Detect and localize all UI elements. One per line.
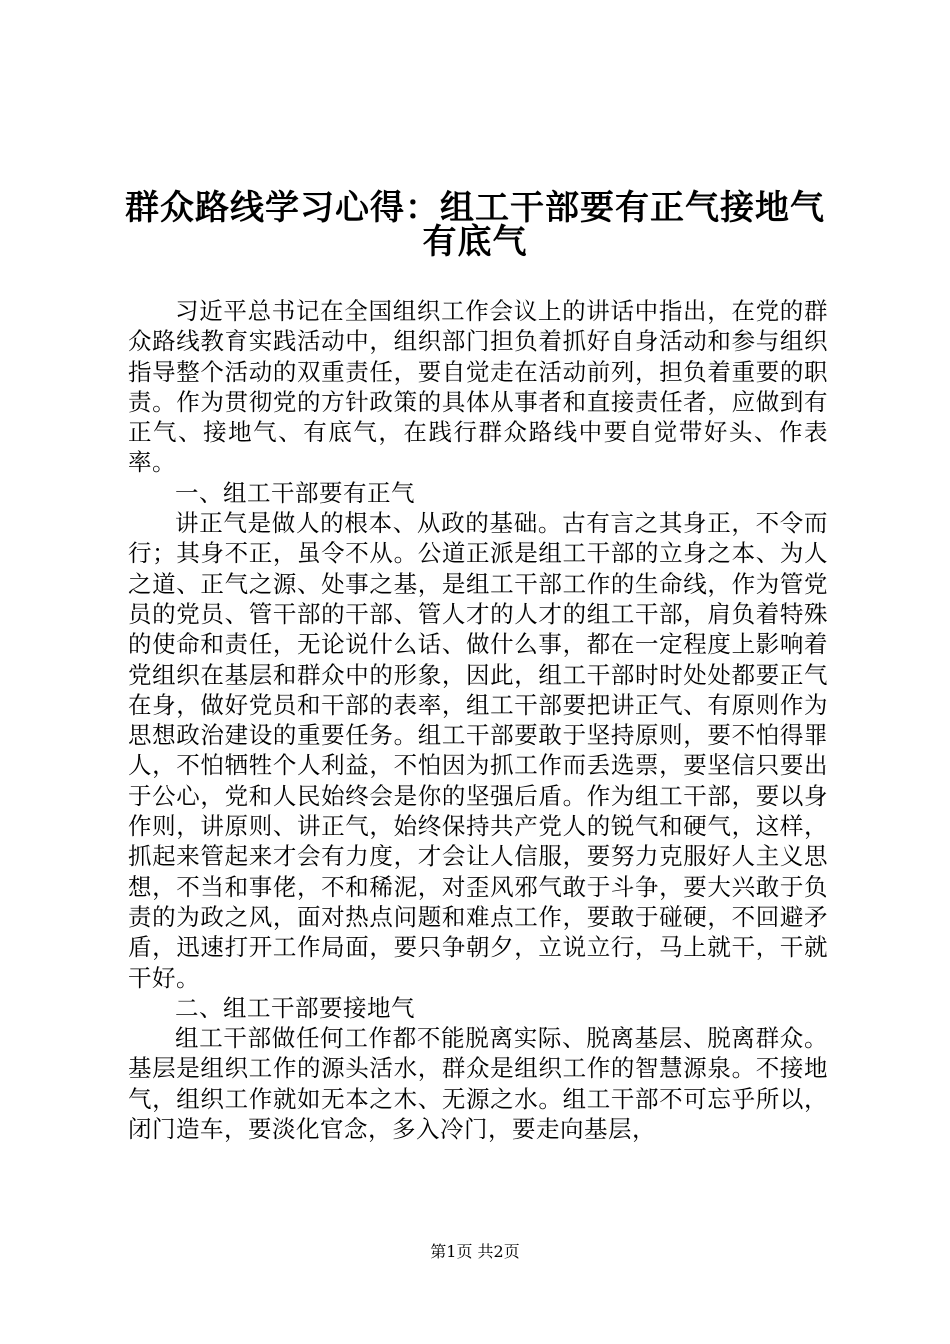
section-heading-2: 二、组工干部要接地气 (175, 993, 415, 1022)
paragraph-section-2: 组工干部做任何工作都不能脱离实际、脱离基层、脱离群众。基层是组织工作的源头活水，群众是组织工作的智慧源泉。不接地气，组织工作就如无本之木、无源之水。组工干部不可忘乎所以，闭门造车，要淡化官念，多入冷门，要走向基层， (128, 1024, 828, 1144)
page-footer: 第1页 共2页 (430, 1242, 520, 1261)
section-heading-1: 一、组工干部要有正气 (175, 478, 415, 507)
document-body (128, 296, 828, 1144)
paragraph-section-1: 讲正气是做人的根本、从政的基础。古有言之其身正，不令而行；其身不正，虽令不从。公道正派是组工干部的立身之本、为人之道、正气之源、处事之基，是组工干部工作的生命线，作为管党员的党员、管干部的干部、管人才的人才的组工干部，肩负着特殊的使命和责任，无论说什么话、做什么事，都在一定程度上影响着党组织在基层和群众中的形象，因此，组工干部时时处处都要正气在身，做好党员和干部的表率，组工干部要把讲正气、有原则作为思想政治建设的重要任务。组工干部要敢于坚持原则，要不怕得罪人，不怕牺牲个人利益，不怕因为抓工作而丢选票，要坚信只要出于公心，党和人民始终会是你的坚强后盾。作为组工干部，要以身作则，讲原则、讲正气，始终保持共产党人的锐气和硬气，这样，抓起来管起来才会有力度，才会让人信服，要努力克服好人主义思想，不当和事佬，不和稀泥，对歪风邪气敢于斗争，要大兴敢于负责的为政之风，面对热点问题和难点工作，要敢于碰硬，不回避矛盾，迅速打开工作局面，要只争朝夕，立说立行，马上就干，干就干好。 (128, 509, 828, 992)
document-title-line-1: 群众路线学习心得：组工干部要有正气接地气 (125, 188, 825, 228)
paragraph-intro: 习近平总书记在全国组织工作会议上的讲话中指出，在党的群众路线教育实践活动中，组织部门担负着抓好自身活动和参与组织指导整个活动的双重责任，要自觉走在活动前列，担负着重要的职责。作为贯彻党的方针政策的具体从事者和直接责任者，应做到有正气、接地气、有底气，在践行群众路线中要自觉带好头、作表率。 (128, 297, 828, 477)
document-title-line-2: 有底气 (422, 222, 528, 262)
